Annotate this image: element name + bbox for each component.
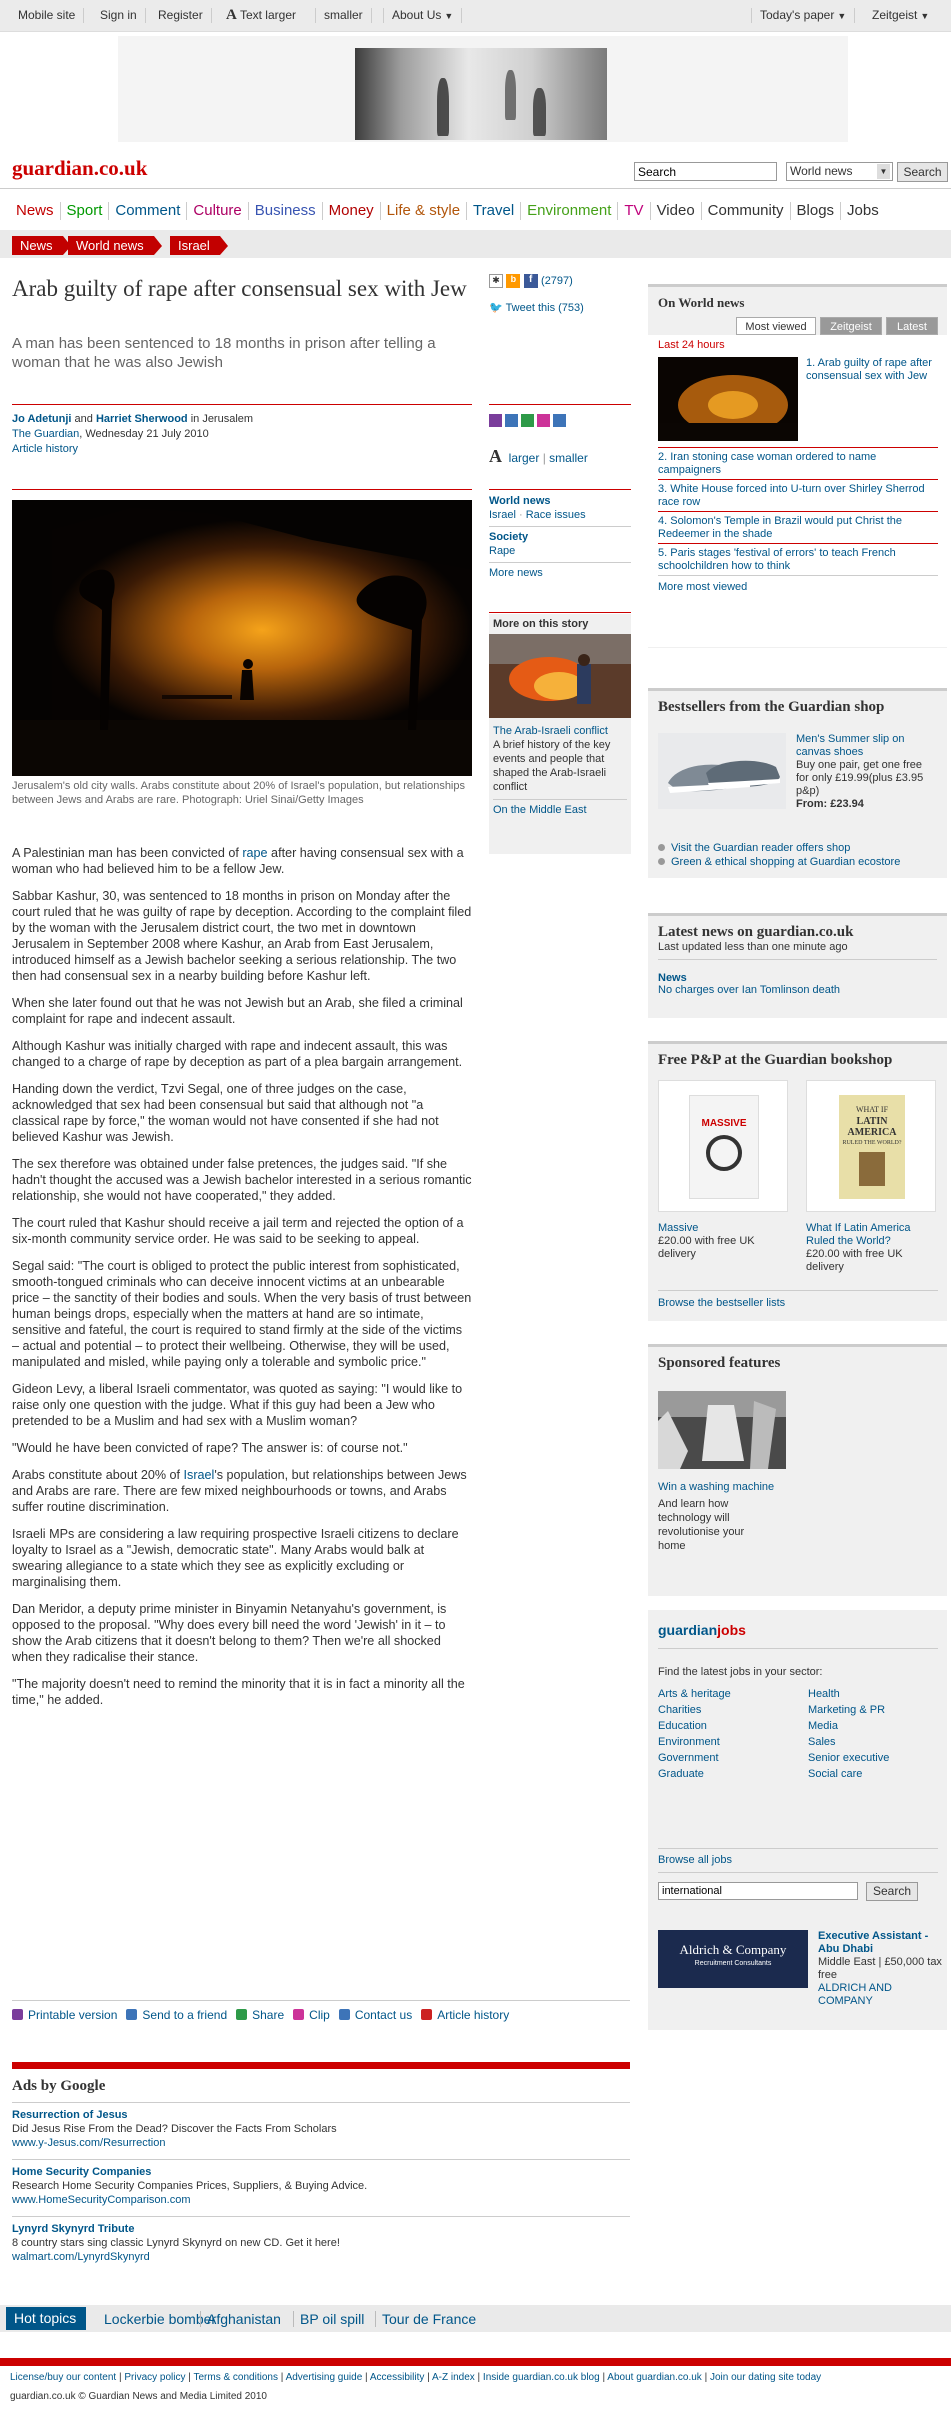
nav-travel[interactable]: Travel: [466, 202, 520, 220]
divider: [12, 404, 472, 405]
google-ad[interactable]: [12, 2216, 630, 2264]
text-smaller-link[interactable]: smaller: [315, 8, 372, 23]
job-sector-link[interactable]: Graduate: [658, 1768, 704, 1780]
job-sector-link[interactable]: Charities: [658, 1704, 702, 1716]
text-smaller-link[interactable]: smaller: [549, 451, 588, 465]
facebook-icon[interactable]: f: [524, 274, 538, 288]
text-size-icon: A: [226, 7, 237, 23]
more-on-story-heading: More on this story: [493, 618, 589, 630]
chevron-down-icon: ▼: [920, 11, 930, 21]
send-to-a-friend-icon: [126, 2009, 137, 2020]
paragraph: Sabbar Kashur, 30, was sentenced to 18 months in prison on Monday after the court ruled that he was guilty of rape by deception. According to the complaint filed by the woman with the Jerusalem district court, the two met in downtown Jerusalem in September 2008 where Kashur, an Arab from East Jerusalem, introduced himself as a Jewish bachelor seeking a serious relationship. The two then had consensual sex in a nearby building before Kashur left.: [12, 889, 472, 983]
advert-figure: [505, 70, 516, 120]
sponsored-box: [648, 1344, 947, 1596]
product-offer: Buy one pair, get one free for only £19.99(plus £3.95 p&p): [796, 759, 924, 797]
divider: [658, 1290, 938, 1291]
book-cover-latin-america[interactable]: [806, 1080, 936, 1212]
news-label[interactable]: News: [658, 972, 687, 984]
divider: [489, 612, 631, 613]
tab-zeitgeist[interactable]: Zeitgeist: [820, 317, 882, 335]
job-listing: [818, 1930, 943, 2008]
divider: [658, 1648, 938, 1649]
society-label[interactable]: Society: [489, 531, 529, 543]
digg-icon[interactable]: ✱: [489, 274, 503, 288]
footer-link[interactable]: A-Z index: [431, 2372, 475, 2383]
byline: [12, 412, 472, 457]
paragraph: A Palestinian man has been convicted of rape after having consensual sex with a woman who had believed him to be a fellow Jew.: [12, 846, 464, 876]
story-title-link[interactable]: The Arab-Israeli conflict: [493, 725, 608, 737]
world-news-label[interactable]: World news: [489, 495, 551, 507]
tool-printable-version[interactable]: [12, 2008, 117, 2022]
nav-comment[interactable]: Comment: [108, 202, 186, 220]
latest-headline-link[interactable]: No charges over Ian Tomlinson death: [658, 984, 841, 996]
tool-label: Share: [252, 2008, 285, 2022]
divider: [658, 479, 938, 480]
ad-url[interactable]: www.HomeSecurityComparison.com: [12, 2194, 191, 2206]
browse-all-jobs-link[interactable]: Browse all jobs: [658, 1854, 732, 1866]
byline-location: in Jerusalem: [187, 413, 254, 425]
clip-icon[interactable]: [537, 414, 550, 427]
job-sector-link[interactable]: Marketing & PR: [808, 1704, 886, 1716]
conflict-photo[interactable]: [489, 634, 631, 718]
ad-text: Research Home Security Companies Prices, Suppliers, & Buying Advice.: [12, 2180, 368, 2192]
guardian-jobs-logo[interactable]: guardianjobs: [658, 1622, 746, 1638]
divider: [489, 404, 631, 405]
ad-url[interactable]: www.y-Jesus.com/Resurrection: [12, 2137, 166, 2149]
nav-news[interactable]: News: [16, 202, 54, 219]
author-link[interactable]: Harriet Sherwood: [95, 413, 188, 425]
book-price: £20.00 with free UK delivery: [658, 1235, 755, 1260]
bookshop-box: [648, 1041, 947, 1321]
recruiter-logo[interactable]: [658, 1930, 808, 1988]
job-title-link[interactable]: Executive Assistant - Abu Dhabi: [818, 1930, 929, 1955]
mid-tool-icons: [489, 414, 631, 430]
jobs-sectors-right: [808, 1688, 938, 1784]
article-history-icon: [421, 2009, 432, 2020]
reddit-icon[interactable]: b: [506, 274, 520, 288]
text-larger-link[interactable]: Text larger: [239, 8, 296, 22]
rape-topic-link[interactable]: rape: [242, 846, 268, 860]
hot-topic-link[interactable]: Tour de France: [375, 2311, 482, 2327]
breadcrumb-news[interactable]: News: [12, 236, 63, 255]
tool-label: Contact us: [354, 2008, 413, 2022]
contact-icon[interactable]: [553, 414, 566, 427]
book-item: [806, 1222, 941, 1274]
shoes-product-image[interactable]: [658, 733, 786, 809]
divider: [489, 526, 631, 527]
divider: [489, 489, 631, 490]
recruiter-name: Aldrich & Company: [679, 1942, 787, 1957]
breadcrumb-israel[interactable]: Israel: [170, 236, 220, 255]
bestsellers-heading: Bestsellers from the Guardian shop: [658, 699, 885, 715]
google-ad[interactable]: [12, 2159, 630, 2207]
divider: [493, 799, 627, 800]
sponsored-description: And learn how technology will revolutionise your home: [658, 1498, 745, 1552]
job-sector-link[interactable]: Environment: [658, 1736, 720, 1748]
tool-send-to-a-friend[interactable]: [126, 2008, 227, 2022]
footer-divider: [0, 2358, 951, 2366]
footer-link[interactable]: License/buy our content: [10, 2372, 117, 2383]
paragraph: Dan Meridor, a deputy prime minister in Binyamin Netanyahu's government, is opposed to the proposal. "Why does every bill need the word 'Jewish' in it – to show the Arab citizens that it doesn't belong to them? Then we're all shocked when they radicalise their stance.: [12, 1602, 447, 1664]
share-icon[interactable]: [521, 414, 534, 427]
nav-environment[interactable]: Environment: [520, 202, 617, 220]
footer-link[interactable]: Join our dating site today: [709, 2372, 822, 2383]
latest-news-heading: Latest news on guardian.co.uk: [658, 924, 854, 940]
tab-latest[interactable]: Latest: [886, 317, 938, 335]
hot-topic-link[interactable]: Afghanistan: [200, 2311, 287, 2327]
paragraph: The court ruled that Kashur should receive a jail term and rejected the option of a six-month community service order. He was said to be seeking to appeal.: [12, 1216, 464, 1246]
site-search-input[interactable]: [634, 162, 777, 181]
paragraph: "Would he have been convicted of rape? The answer is: of course not.": [12, 1441, 408, 1455]
footer-links: License/buy our content | Privacy policy | Terms & conditions | Advertising guide | Accessibility | A-Z index | Inside guardian.co.uk blog | About guardian.co.uk | Join our dating site today: [10, 2372, 822, 2383]
tool-clip[interactable]: [293, 2008, 330, 2022]
nav-money[interactable]: Money: [322, 202, 380, 220]
browse-bestsellers-link[interactable]: Browse the bestseller lists: [658, 1297, 786, 1309]
washing-machine-photo[interactable]: [658, 1391, 786, 1469]
more-on-story-box: [489, 614, 631, 854]
bullet-icon: [658, 858, 665, 865]
search-section-select[interactable]: [786, 162, 893, 181]
top-utility-bar: [0, 0, 951, 32]
jobs-search-button[interactable]: Search: [866, 1882, 918, 1901]
sponsored-heading: Sponsored features: [658, 1355, 781, 1371]
divider: [658, 1848, 938, 1849]
masthead-divider: [0, 188, 951, 189]
nav-culture[interactable]: Culture: [186, 202, 247, 220]
email-icon[interactable]: [505, 414, 518, 427]
job-sector-link[interactable]: Senior executive: [808, 1752, 890, 1764]
rape-link[interactable]: Rape: [489, 545, 516, 557]
footer-link[interactable]: Advertising guide: [285, 2372, 363, 2383]
tool-share[interactable]: [236, 2008, 284, 2022]
job-sector-link[interactable]: Government: [658, 1752, 719, 1764]
text-larger-link[interactable]: larger: [508, 451, 540, 465]
ecostore-link[interactable]: Green & ethical shopping at Guardian ecostore: [671, 856, 901, 868]
ad-title[interactable]: Home Security Companies: [12, 2166, 152, 2178]
most-viewed-item-3[interactable]: 3. White House forced into U-turn over Shirley Sherrod race row: [658, 483, 925, 508]
on-world-news-box: [648, 284, 947, 648]
advert-figure: [533, 88, 546, 136]
byline-and: and: [71, 413, 96, 425]
hot-topics-label: Hot topics: [6, 2307, 86, 2330]
reader-offers-link[interactable]: Visit the Guardian reader offers shop: [671, 842, 851, 854]
divider: [489, 562, 631, 563]
zeitgeist-menu[interactable]: [864, 8, 937, 23]
related-topics: World news Israel · Race issues Society Rape More news: [489, 494, 631, 580]
story-description: A brief history of the key events and people that shaped the Arab-Israeli conflict: [493, 739, 611, 793]
article-headline: Arab guilty of rape after consensual sex with Jew: [12, 276, 467, 301]
mid-text-size: A larger | smaller: [489, 446, 588, 466]
book-title-link[interactable]: Massive: [658, 1222, 699, 1234]
register-link[interactable]: Register: [150, 8, 212, 23]
article-body: [12, 845, 472, 1719]
breadcrumb-world-news[interactable]: World news: [68, 236, 154, 255]
divider: [658, 543, 938, 544]
most-viewed-panel: [648, 335, 947, 647]
more-most-viewed-link[interactable]: More most viewed: [658, 581, 748, 593]
sign-in-link[interactable]: Sign in: [92, 8, 146, 23]
job-sector-link[interactable]: Arts & heritage: [658, 1688, 731, 1700]
footer-link[interactable]: Terms & conditions: [193, 2372, 278, 2383]
divider: [658, 1872, 938, 1873]
main-navigation: [12, 202, 885, 222]
latest-news-box: [648, 913, 947, 1018]
israel-link[interactable]: Israel: [489, 509, 516, 521]
printable-version-icon: [12, 2009, 23, 2020]
chevron-down-icon: ▼: [877, 164, 890, 179]
job-sector-link[interactable]: Sales: [808, 1736, 836, 1748]
gear-icon: [706, 1135, 742, 1171]
divider: [658, 447, 938, 448]
nav-life-style[interactable]: Life & style: [380, 202, 466, 220]
print-icon[interactable]: [489, 414, 502, 427]
paragraph: Arabs constitute about 20% of Israel's population, but relationships between Jews and Arabs are rare. There are few mixed neighbourhoods or towns, and Arabs suffer routine discrimination.: [12, 1468, 467, 1514]
author-link[interactable]: Jo Adetunji: [12, 413, 72, 425]
divider: [658, 511, 938, 512]
paragraph: Handing down the verdict, Tzvi Segal, one of three judges on the case, acknowledged that sex had been consensual but said that although not "a classical rape by force," the woman would not have consented if she had not believed Kashur was Jewish.: [12, 1082, 439, 1144]
todays-paper-label: Today's paper: [760, 8, 835, 22]
jerusalem-wall-photo: [12, 500, 472, 776]
ads-divider: [12, 2062, 630, 2069]
nav-sport[interactable]: Sport: [60, 202, 109, 220]
footer-link[interactable]: About guardian.co.uk: [607, 2372, 702, 2383]
last-updated: Last updated less than one minute ago: [658, 941, 848, 953]
more-news-link[interactable]: More news: [489, 567, 543, 579]
nav-tv[interactable]: TV: [617, 202, 649, 220]
jobs-box: [648, 1610, 947, 2030]
article-standfirst: A man has been sentenced to 18 months in prison after telling a woman that he was also Jewish: [12, 335, 436, 371]
about-us-label: About Us: [392, 8, 442, 22]
footer-link[interactable]: Privacy policy: [124, 2372, 186, 2383]
publication-link[interactable]: The Guardian: [12, 428, 80, 440]
tool-label: Printable version: [28, 2008, 118, 2022]
job-sector-link[interactable]: Health: [808, 1688, 840, 1700]
nav-video[interactable]: Video: [650, 202, 701, 220]
clip-icon: [293, 2009, 304, 2020]
todays-paper-menu[interactable]: [751, 8, 855, 23]
israel-topic-link[interactable]: Israel: [183, 1468, 215, 1482]
share-icon: [236, 2009, 247, 2020]
nav-jobs[interactable]: Jobs: [840, 202, 885, 220]
jobs-sectors-left: [658, 1688, 798, 1784]
bestsellers-box: [648, 688, 947, 878]
search-button[interactable]: Search: [897, 162, 948, 182]
photo-caption: Jerusalem's old city walls. Arabs constitute about 20% of Israel's population, but relationships between Jews and Arabs are rare. Photograph: Uriel Sinai/Getty Images: [12, 780, 465, 806]
book-cover-title: MASSIVE: [701, 1118, 747, 1129]
paragraph: Israeli MPs are considering a law requiring prospective Israeli citizens to declare loyalty to Israel as a "Jewish, democratic state". Many Arabs would balk at swearing allegiance to a state which they see as explicitly excluding or marginalising them.: [12, 1527, 459, 1589]
article-history-link[interactable]: Article history: [12, 443, 79, 455]
sponsored-link[interactable]: Win a washing machine: [658, 1481, 775, 1493]
divider: [658, 575, 938, 576]
text-size-control: [218, 8, 304, 23]
race-issues-link[interactable]: Race issues: [525, 509, 586, 521]
book-cover-art: [689, 1095, 759, 1199]
contact-us-icon: [339, 2009, 350, 2020]
jobs-intro: Find the latest jobs in your sector:: [658, 1666, 823, 1678]
book-cover-art: [839, 1095, 905, 1199]
tab-most-viewed[interactable]: Most viewed: [736, 317, 816, 335]
most-viewed-thumbnail[interactable]: [658, 357, 798, 441]
book-cover-figure: [859, 1152, 885, 1186]
nav-business[interactable]: Business: [248, 202, 322, 220]
footer-link[interactable]: Inside guardian.co.uk blog: [482, 2372, 600, 2383]
ad-title[interactable]: Resurrection of Jesus: [12, 2109, 128, 2121]
bestseller-item: [796, 733, 936, 811]
chevron-down-icon: ▼: [444, 11, 454, 21]
paragraph: Gideon Levy, a liberal Israeli commentator, was quoted as saying: "I would like to raise only one question with the judge. What if this guy had been a Jew who pretended to be a Muslim and had sex with a Muslim woman?: [12, 1382, 463, 1428]
hot-topic-link[interactable]: Lockerbie bomber: [104, 2311, 217, 2327]
paragraph: Although Kashur was initially charged with rape and indecent assault, this was changed to a charge of rape by deception as part of a plea bargain arrangement.: [12, 1039, 463, 1069]
paragraph: When she later found out that he was not Jewish but an Arab, she filed a criminal complaint for rape and indecent assault.: [12, 996, 463, 1026]
footer-link[interactable]: Accessibility: [369, 2372, 425, 2383]
article-photo: [12, 500, 472, 776]
period-label: Last 24 hours: [658, 339, 725, 351]
nav-community[interactable]: Community: [701, 202, 790, 220]
ad-text: Did Jesus Rise From the Dead? Discover the Facts From Scholars: [12, 2123, 337, 2135]
job-sector-link[interactable]: Education: [658, 1720, 707, 1732]
most-viewed-item-5[interactable]: 5. Paris stages 'festival of errors' to teach French schoolchildren how to think: [658, 547, 896, 572]
tool-label: Clip: [309, 2008, 330, 2022]
mobile-site-link[interactable]: Mobile site: [10, 8, 84, 23]
copyright: guardian.co.uk © Guardian News and Media Limited 2010: [10, 2391, 267, 2402]
job-sector-link[interactable]: Media: [808, 1720, 838, 1732]
ads-by-google-heading: Ads by Google: [12, 2078, 106, 2094]
bookshop-heading: Free P&P at the Guardian bookshop: [658, 1052, 893, 1068]
guardian-logo[interactable]: guardian.co.uk: [12, 156, 148, 180]
hot-topic-link[interactable]: BP oil spill: [293, 2311, 370, 2327]
tweet-link[interactable]: 🐦 Tweet this (753): [489, 302, 584, 314]
ad-url[interactable]: walmart.com/LynyrdSkynyrd: [12, 2251, 150, 2263]
zeitgeist-label: Zeitgeist: [872, 8, 918, 22]
paragraph: The sex therefore was obtained under false pretences, the judges said. "If she hadn't thought the accused was a Jewish bachelor interested in a serious romantic relationship, she would not have cooperated," they added.: [12, 1157, 472, 1203]
search-section-value: World news: [790, 164, 853, 178]
book-title-link[interactable]: What If Latin America Ruled the World?: [806, 1222, 911, 1247]
text-size-icon: A: [489, 446, 502, 466]
story-item: [489, 721, 631, 794]
tool-article-history[interactable]: [421, 2008, 509, 2022]
paragraph: Segal said: "The court is obliged to protect the public interest from sophisticated, smooth-tongued criminals who can deceive innocent victims at an unbearable price – the sanctity of their bodies and souls. When the very basis of trust between human beings drops, especially when the matters at hand are so intimate, sensitive and fateful, the court is required to stand firmly at the side of the victims – actual and potential – to protect their wellbeing. Otherwise, they will be used, manipulated and misled, while paying only a tolerable and symbolic price.": [12, 1259, 472, 1369]
chevron-down-icon: ▼: [837, 11, 847, 21]
tool-contact-us[interactable]: [339, 2008, 412, 2022]
book-price: £20.00 with free UK delivery: [806, 1248, 903, 1273]
divider: [12, 489, 472, 490]
book-item: [658, 1222, 788, 1261]
advert-image[interactable]: [355, 48, 607, 140]
about-us-menu[interactable]: [383, 8, 462, 23]
ad-title[interactable]: Lynyrd Skynyrd Tribute: [12, 2223, 135, 2235]
article-tools: [12, 2008, 630, 2032]
jobs-search-input[interactable]: [658, 1882, 858, 1900]
job-company-link[interactable]: ALDRICH AND COMPANY: [818, 1982, 892, 2007]
nav-blogs[interactable]: Blogs: [790, 202, 841, 220]
tool-label: Send to a friend: [142, 2008, 228, 2022]
publication-date: , Wednesday 21 July 2010: [79, 428, 209, 440]
twitter-icon: 🐦: [489, 302, 503, 314]
ad-text: 8 country stars sing classic Lynyrd Skynyrd on new CD. Get it here!: [12, 2237, 340, 2249]
most-viewed-item-4[interactable]: 4. Solomon's Temple in Brazil would put Christ the Redeemer in the shade: [658, 515, 903, 540]
book-cover-bot: RULED THE WORLD?: [842, 1140, 902, 1146]
share-tools: [489, 273, 631, 288]
on-world-news-heading: On World news: [658, 295, 745, 310]
product-price: From: £23.94: [796, 798, 864, 810]
most-viewed-item-1[interactable]: 1. Arab guilty of rape after consensual sex with Jew: [806, 357, 932, 382]
tool-label: Article history: [437, 2008, 510, 2022]
divider: [12, 2000, 630, 2001]
google-ad[interactable]: [12, 2102, 630, 2150]
book-cover-mid: LATIN AMERICA: [847, 1116, 897, 1138]
book-cover-top: WHAT IF: [855, 1105, 889, 1114]
paragraph: "The majority doesn't need to remind the minority that it is in fact a minority all the time," he added.: [12, 1677, 465, 1707]
most-viewed-item-2[interactable]: 2. Iran stoning case woman ordered to name campaigners: [658, 451, 877, 476]
product-link[interactable]: Men's Summer slip on canvas shoes: [796, 733, 905, 758]
on-middle-east-link[interactable]: On the Middle East: [493, 804, 587, 816]
share-count[interactable]: (2797): [541, 275, 573, 287]
book-cover-massive[interactable]: [658, 1080, 788, 1212]
bullet-icon: [658, 844, 665, 851]
job-sector-link[interactable]: Social care: [808, 1768, 863, 1780]
divider: [658, 959, 937, 960]
advert-figure: [437, 78, 449, 136]
job-detail: Middle East | £50,000 tax free: [818, 1956, 942, 1981]
recruiter-subtitle: Recruitment Consultants: [694, 1960, 772, 1967]
shop-links: [658, 841, 900, 869]
